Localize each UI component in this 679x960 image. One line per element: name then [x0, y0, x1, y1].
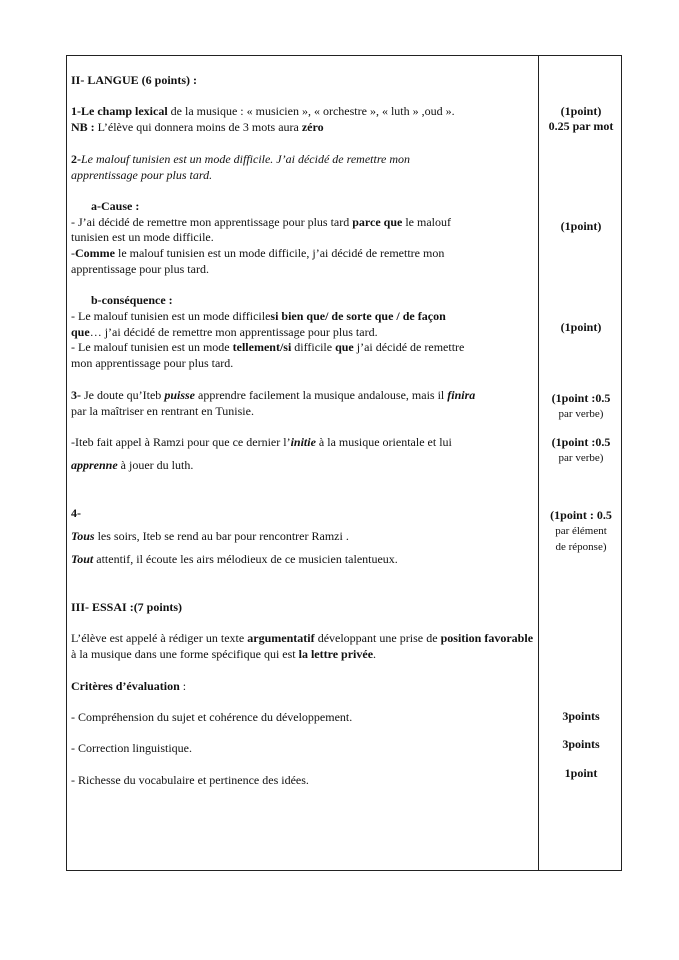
q1-line: 1-Le champ lexical de la musique : « musicien », « orchestre », « luth » ,oud ».	[71, 104, 455, 118]
q3-points-a: (1point :0.5 par verbe)	[551, 391, 611, 420]
q2a-points: (1point)	[560, 219, 602, 233]
q4-points: (1point : 0.5 par élément de réponse)	[550, 508, 612, 553]
section-3-title: III- ESSAI :(7 points)	[71, 600, 183, 614]
criterion-2: - Correction linguistique.	[71, 741, 192, 755]
q2a-answer2-line1: -Comme le malouf tunisien est un mode difficile, j’ai décidé de remettre mon	[71, 246, 445, 260]
essay-instructions: L’élève est appelé à rédiger un texte argumentatif développant une prise de position favorable à la musique dans une forme spécifique qui est la lettre privée.	[71, 631, 534, 661]
q2-statement-line1: 2-Le malouf tunisien est un mode difficile. J’ai décidé de remettre mon	[71, 152, 411, 166]
q2a-answer1-line1: - J’ai décidé de remettre mon apprentissage pour plus tard parce que le malouf	[71, 215, 451, 229]
q3-points-b: (1point :0.5 par verbe)	[551, 435, 611, 464]
q4-number: 4-	[71, 506, 81, 520]
q2b-answer1-line1: - Le malouf tunisien est un mode difficilesi bien que/ de sorte que / de façon	[71, 309, 446, 323]
q1-nb-line: NB : L’élève qui donnera moins de 3 mots aura zéro	[71, 120, 324, 134]
criterion-3-points: 1point	[564, 766, 598, 780]
q2a-title: a-Cause :	[91, 199, 140, 213]
q2b-answer2-line2: mon apprentissage pour plus tard.	[71, 356, 234, 370]
q4-line2: Tout attentif, il écoute les airs mélodieux de ce musicien talentueux.	[71, 552, 398, 566]
q2-statement-line2: apprentissage pour plus tard.	[71, 168, 213, 182]
q1-points: (1point) 0.25 par mot	[548, 104, 614, 133]
criterion-3: - Richesse du vocabulaire et pertinence des idées.	[71, 773, 309, 787]
q3-line3: -Iteb fait appel à Ramzi pour que ce dernier l’initie à la musique orientale et lui	[71, 435, 452, 449]
q2b-title: b-conséquence :	[91, 293, 173, 307]
criterion-1-points: 3points	[562, 709, 600, 723]
criterion-1: - Compréhension du sujet et cohérence du développement.	[71, 710, 353, 724]
q2a-answer2-line2: apprentissage pour plus tard.	[71, 262, 209, 276]
q3-line2: par la maîtriser en rentrant en Tunisie.	[71, 404, 254, 418]
q2b-points: (1point)	[560, 320, 602, 334]
criteria-title: Critères d’évaluation :	[71, 679, 187, 693]
points-column-divider	[538, 55, 539, 871]
q4-line1: Tous les soirs, Iteb se rend au bar pour rencontrer Ramzi .	[71, 529, 349, 543]
criterion-2-points: 3points	[562, 737, 600, 751]
q3-line1: 3- Je doute qu’Iteb puisse apprendre facilement la musique andalouse, mais il finira	[71, 388, 476, 402]
q2a-answer1-line2: tunisien est un mode difficile.	[71, 230, 214, 244]
q2b-answer2-line1: - Le malouf tunisien est un mode tellement/si difficile que j’ai décidé de remettre	[71, 340, 465, 354]
section-2-title: II- LANGUE (6 points) :	[71, 73, 198, 87]
q2b-answer1-line2: que… j’ai décidé de remettre mon apprentissage pour plus tard.	[71, 325, 378, 339]
q3-line4: apprenne à jouer du luth.	[71, 458, 194, 472]
